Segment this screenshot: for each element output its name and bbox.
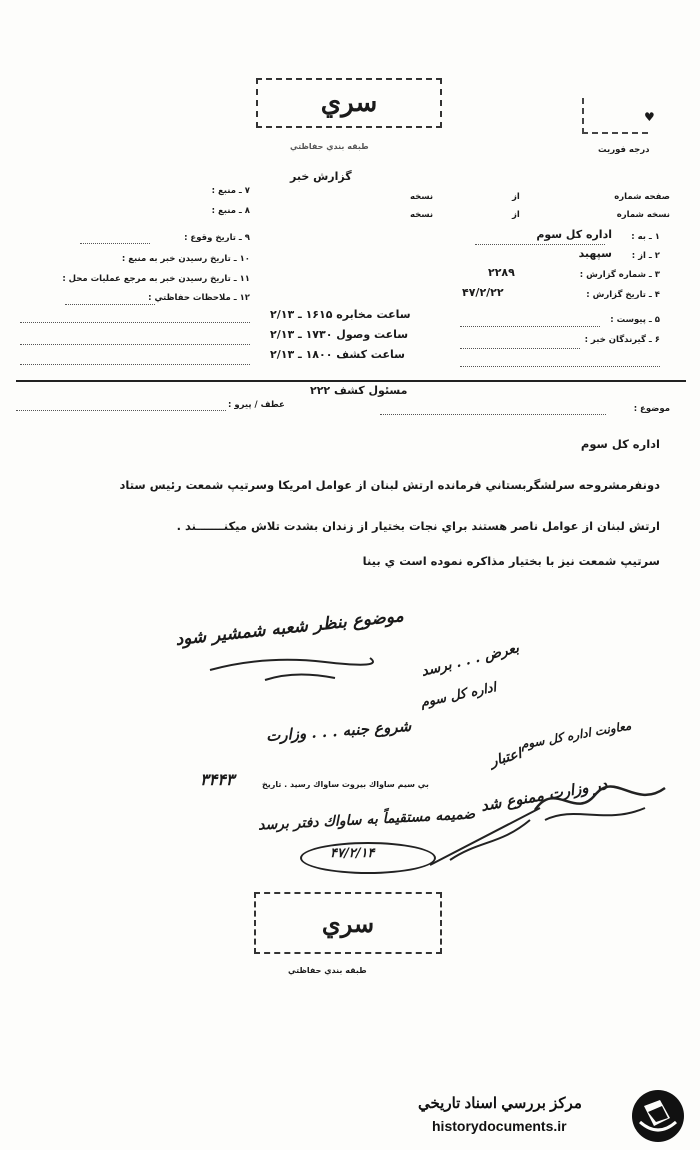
dots-left-4: [20, 344, 250, 345]
annotation-underline: [205, 640, 375, 685]
dots-left-5: [20, 364, 250, 365]
annotation-forward-to-branch: موضوع بنظر شعبه شمشير شود: [174, 606, 405, 650]
bottom-classification-stamp: [254, 892, 442, 954]
of-mark-1: از: [512, 192, 520, 202]
count-mark-1: نسخه: [410, 192, 434, 202]
report-date-value: ۴۷/۲/۲۲: [462, 286, 504, 299]
annotation-credit: اعتبار: [488, 745, 524, 771]
priority-label: درجه فوريت: [598, 145, 650, 155]
priority-box: [582, 98, 648, 134]
annotation-third-directorate: اداره كل سوم: [419, 680, 498, 711]
archive-logo-icon: [630, 1088, 686, 1144]
dots-right-4: [460, 366, 660, 367]
from-label: ۲ ـ از :: [631, 251, 660, 261]
annotation-ministry: شروع جنبه . . . وزارت: [265, 716, 412, 746]
dots-left-2: [65, 304, 155, 305]
date-oval-text: ۴۷/۲/۱۴: [330, 846, 375, 861]
heart-mark-icon: ♥: [644, 110, 655, 124]
followup-label: عطف / پيرو :: [228, 400, 285, 410]
annotation-banned: در وزارت ممنوع شد: [479, 775, 609, 815]
body-line-1: دونفرمشروحه سرلشگربستاني فرمانده ارتش لبنان از عوامل امريكا وسرتيپ شمعت رئيس ستاد: [119, 478, 660, 492]
top-stamp-text: سري: [320, 88, 378, 118]
page-number-label: صفحه شماره: [614, 192, 670, 202]
bottom-stamp-text: سري: [321, 908, 375, 938]
to-label: ۱ ـ به :: [631, 232, 660, 242]
field-source-1: ۷ ـ منبع :: [211, 186, 250, 196]
followup-dots: [16, 410, 226, 411]
field-event-date: ۹ ـ تاريخ وقوع :: [184, 233, 250, 243]
bottom-stamp-caption: طبقه بندي حفاظتي: [288, 966, 367, 975]
dots-left-1: [80, 243, 150, 244]
dots-right-1: [475, 244, 605, 245]
of-mark-2: از: [512, 210, 520, 220]
header-divider: [16, 380, 686, 382]
body-line-3: سرتيپ شمعت نيز با بختيار مذاكره نموده است ي بينا: [362, 554, 660, 568]
top-classification-stamp: [256, 78, 442, 128]
footer-org-name: مركز بررسي اسناد تاريخي: [418, 1095, 582, 1112]
copy-number-label: نسخه شماره: [616, 210, 670, 220]
annotation-attachment: ضميمه مستقيماً به ساواك دفتر برسد: [257, 806, 476, 834]
decode-time: ساعت كشف ۱۸۰۰ ـ ۲/۱۳: [270, 348, 405, 361]
dots-right-3: [460, 348, 580, 349]
recipients-label: ۶ ـ گيرندگان خبر :: [584, 335, 660, 345]
report-number-label: ۳ ـ شماره گزارش :: [579, 270, 660, 280]
body-line-2: ارتش لبنان از عوامل ناصر هستند براي نجات بختيار از زندان بشدت تلاش ميكنـــــــند .: [176, 519, 660, 533]
field-news-to-ops-date: ۱۱ ـ تاريخ رسيدن خبر به مرجع عمليات محل :: [62, 274, 250, 284]
decoding-officer: مسئول كشف ۲۲۲: [310, 384, 408, 397]
field-security-notes: ۱۲ ـ ملاحظات حفاظتي :: [148, 293, 250, 303]
field-source-2: ۸ ـ منبع :: [211, 206, 250, 216]
transmit-time: ساعت مخابره ۱۶۱۵ ـ ۲/۱۳: [270, 308, 411, 321]
attachment-label: ۵ ـ پيوست :: [610, 315, 660, 325]
annotation-submit: بعرض . . . برسد: [419, 640, 521, 680]
subject-dots: [380, 414, 606, 415]
dots-right-2: [460, 326, 600, 327]
printed-receipt-line: بي سيم ساواك بيروت ساواك رسيد . تاريخ: [262, 780, 429, 789]
body-addressee: اداره كل سوم: [580, 437, 660, 451]
report-title: گزارش خبر: [290, 170, 352, 183]
top-stamp-caption: طبقه بندي حفاظتي: [290, 142, 369, 151]
report-date-label: ۴ ـ تاريخ گزارش :: [586, 290, 660, 300]
annotation-deputy: معاونت اداره كل سوم: [519, 718, 633, 752]
dots-left-3: [20, 322, 250, 323]
printed-receipt-number: ۳۴۴۳: [200, 770, 235, 789]
to-value: اداره كل سوم: [536, 228, 612, 241]
count-mark-2: نسخه: [410, 210, 434, 220]
from-value: سپهبد: [578, 247, 612, 260]
footer-website: historydocuments.ir: [432, 1118, 567, 1134]
report-number-value: ۲۲۸۹: [488, 266, 515, 279]
diagonal-scribble: [420, 800, 550, 870]
receive-time: ساعت وصول ۱۷۳۰ ـ ۲/۱۳: [270, 328, 409, 341]
subject-label: موضوع :: [633, 404, 670, 414]
field-news-to-source-date: ۱۰ ـ تاريخ رسيدن خبر به منبع :: [121, 254, 250, 264]
